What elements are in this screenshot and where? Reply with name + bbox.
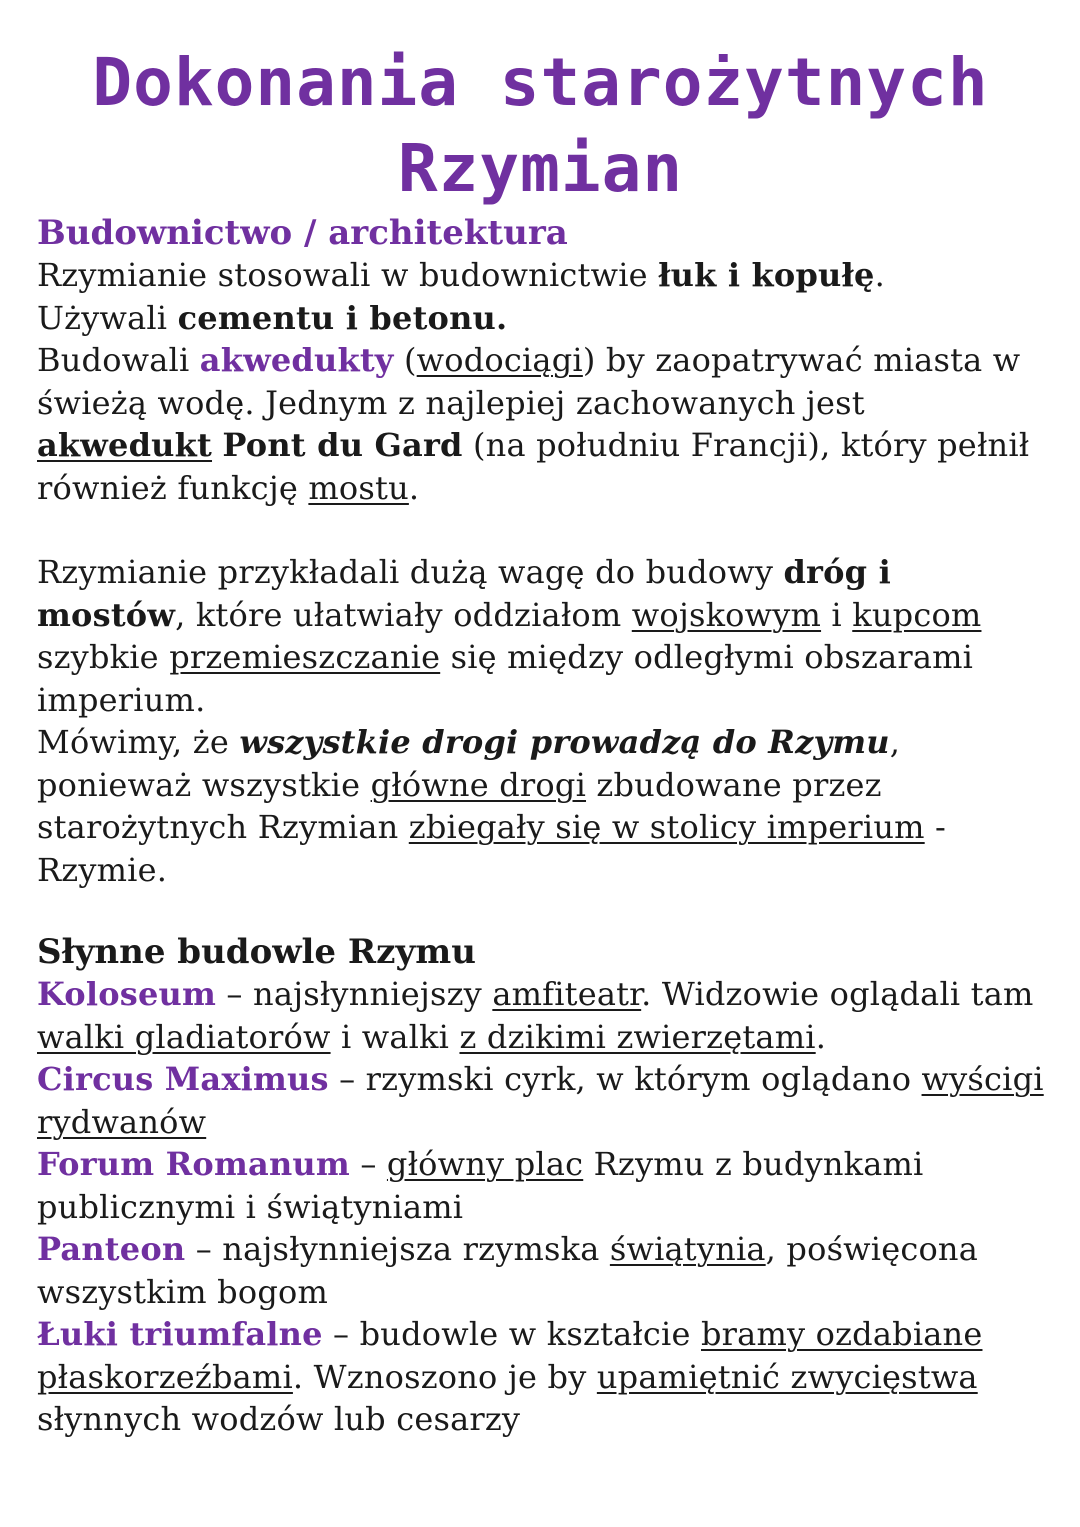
underlined-term: przemieszczanie xyxy=(169,638,441,676)
title-line-2: Rzymian xyxy=(397,130,684,207)
title-line-1: Dokonania starożytnych xyxy=(92,44,989,121)
building-name: Forum Romanum xyxy=(37,1145,350,1183)
list-item-panteon: Panteon – najsłynniejsza rzymska świątynia, poświęcona wszystkim bogom xyxy=(37,1230,979,1311)
bold-term: dróg i mostów xyxy=(37,553,891,634)
building-name: Koloseum xyxy=(37,975,217,1013)
paragraph-all-roads: Mówimy, że wszystkie drogi prowadzą do Rzymu, ponieważ wszystkie główne drogi zbudowane przez starożytnych Rzymian zbiegały się w stolicy imperium - Rzymie. xyxy=(37,723,947,889)
underlined-term: kupcom xyxy=(852,595,982,634)
section-architecture xyxy=(37,212,1044,891)
section-famous-buildings xyxy=(37,931,1044,1441)
building-name: Łuki triumfalne xyxy=(37,1315,323,1353)
underlined-term: bramy ozdabiane płaskorzeźbami xyxy=(37,1315,983,1396)
underlined-term: akwedukt xyxy=(37,426,213,464)
underlined-term: wojskowym xyxy=(631,595,822,634)
bold-term: cementu i betonu. xyxy=(177,298,508,337)
paragraph-cement: Używali cementu i betonu. xyxy=(37,298,508,337)
section-heading-buildings: Słynne budowle Rzymu xyxy=(37,932,476,972)
building-name: Panteon xyxy=(37,1230,186,1268)
underlined-term: wyścigi rydwanów xyxy=(37,1060,1044,1141)
paragraph-arch-dome: Rzymianie stosowali w budownictwie łuk i kopułę. xyxy=(37,256,885,294)
underlined-term: walki gladiatorów xyxy=(37,1017,331,1056)
saying-text: wszystkie drogi prowadzą do Rzymu xyxy=(239,723,890,761)
highlight-term: akwedukty xyxy=(199,341,394,379)
underlined-term: upamiętnić zwycięstwa xyxy=(596,1357,978,1396)
underlined-term: z dzikimi zwierzętami xyxy=(459,1017,816,1056)
underlined-term: świątynia xyxy=(609,1230,766,1268)
list-item-circus-maximus: Circus Maximus – rzymski cyrk, w którym oglądano wyścigi rydwanów xyxy=(37,1060,1044,1141)
list-item-forum-romanum: Forum Romanum – główny plac Rzymu z budynkami publicznymi i świątyniami xyxy=(37,1145,924,1226)
spacer xyxy=(37,509,1044,551)
underlined-term: główny plac xyxy=(386,1145,584,1183)
list-item-koloseum: Koloseum – najsłynniejszy amfiteatr. Widzowie oglądali tam walki gladiatorów i walki z dzikimi zwierzętami. xyxy=(37,975,1034,1056)
underlined-term: główne drogi xyxy=(370,765,587,804)
underlined-term: amfiteatr xyxy=(492,975,642,1013)
building-name: Circus Maximus xyxy=(37,1060,329,1098)
bold-term: Pont du Gard xyxy=(222,426,463,464)
spacer xyxy=(37,891,1044,931)
list-item-luki-triumfalne: Łuki triumfalne – budowle w kształcie bramy ozdabiane płaskorzeźbami. Wznoszono je by upamiętnić zwycięstwa słynnych wodzów lub cesarzy xyxy=(37,1315,983,1438)
section-heading-architecture: Budownictwo / architektura xyxy=(37,213,568,253)
underlined-term: zbiegały się w stolicy imperium xyxy=(408,808,925,846)
paragraph-aqueducts: Budowali akwedukty (wodociągi) by zaopatrywać miasta w świeżą wodę. Jednym z najlepiej zachowanych jest akwedukt Pont du Gard (na południu Francji), który pełnił również funkcję mostu. xyxy=(37,341,1030,507)
page-title xyxy=(37,40,1044,212)
underlined-term: mostu xyxy=(308,468,409,507)
paragraph-roads: Rzymianie przykładali dużą wagę do budowy dróg i mostów, które ułatwiały oddziałom wojskowym i kupcom szybkie przemieszczanie się między odległymi obszarami imperium. xyxy=(37,553,982,719)
underlined-term: wodociągi xyxy=(416,341,583,379)
bold-term: łuk i kopułę xyxy=(658,256,875,294)
